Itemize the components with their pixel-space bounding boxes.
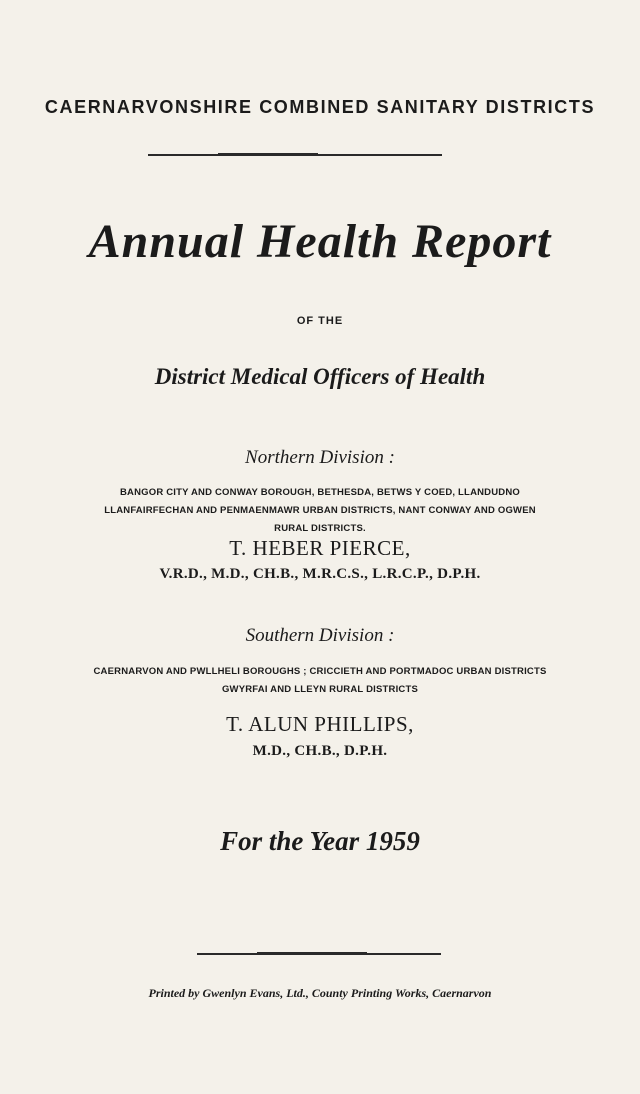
northern-division-heading: Northern Division : [245,447,395,468]
northern-districts-line-1: BANGOR CITY AND CONWAY BOROUGH, BETHESDA, BETWS Y COED, LLANDUDNO [119,487,521,498]
northern-officer-qualifications: V.R.D., M.D., CH.B., M.R.C.S., L.R.C.P., D.P.H. [159,566,481,582]
of-the-label: OF THE [296,315,344,327]
report-subtitle: District Medical Officers of Health [154,364,486,389]
report-year-line: For the Year 1959 [220,826,420,856]
report-title: Annual Health Report [88,215,552,268]
northern-districts [0,484,640,538]
southern-division-heading: Southern Division : [245,625,395,646]
southern-districts-line-1: CAERNARVON AND PWLLHELI BOROUGHS ; CRICCIETH AND PORTMADOC URBAN DISTRICTS [93,666,547,677]
southern-districts-line-2: GWYRFAI AND LLEYN RURAL DISTRICTS [221,684,419,695]
top-decorative-rule [148,154,442,156]
southern-officer-name: T. ALUN PHILLIPS, [226,712,414,736]
bottom-decorative-rule [197,953,441,955]
southern-officer-qualifications: M.D., CH.B., D.P.H. [252,743,388,759]
printer-credit: Printed by Gwenlyn Evans, Ltd., County Printing Works, Caernarvon [148,986,492,1000]
northern-officer-name: T. HEBER PIERCE, [229,536,411,560]
northern-districts-line-2: LLANFAIRFECHAN AND PENMAENMAWR URBAN DISTRICTS, NANT CONWAY AND OGWEN [104,505,536,516]
southern-districts [0,663,640,699]
header-title: CAERNARVONSHIRE COMBINED SANITARY DISTRICTS [44,97,596,117]
northern-districts-line-3: RURAL DISTRICTS. [274,523,366,534]
